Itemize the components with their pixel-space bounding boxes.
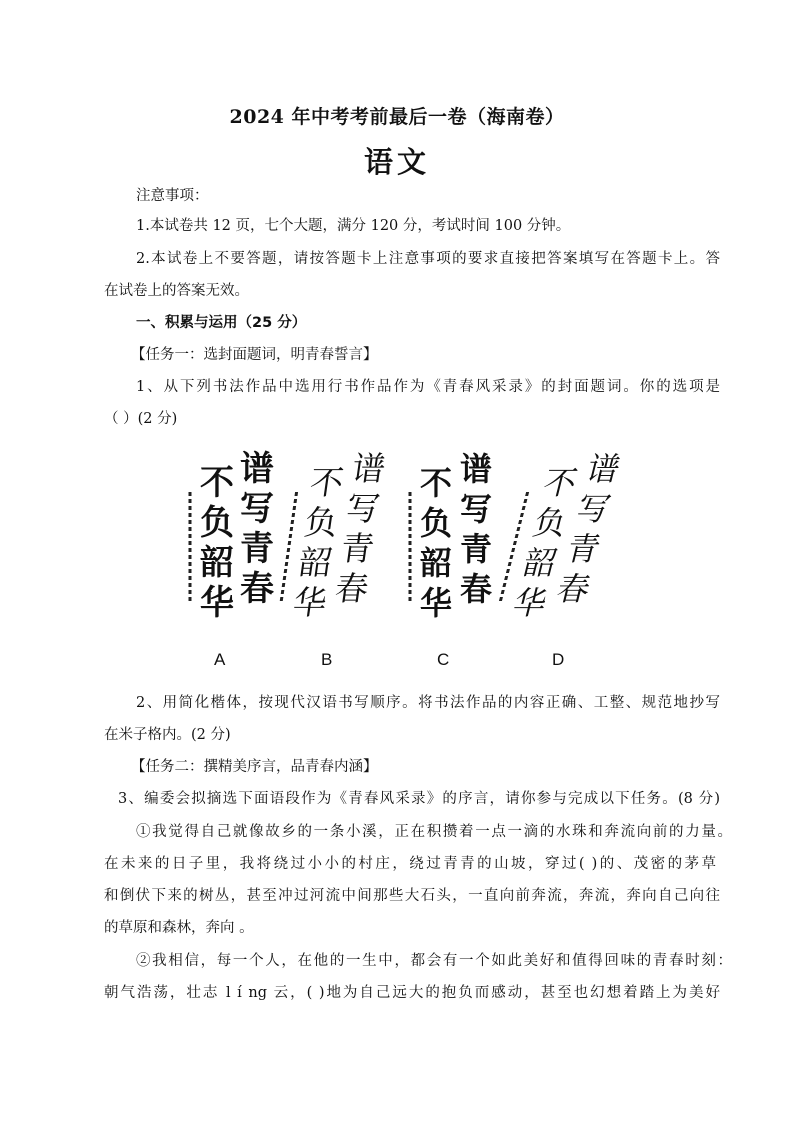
paragraph-1-line-3: 和倒伏下来的树丛，甚至冲过河流中间那些大石头，一直向前奔流，奔流，奔向自己向往 [104,888,720,904]
task-1-title: 【任务一：选封面题词，明青春誓言】 [131,347,378,363]
calligraphy-glyph: 写 [343,489,383,528]
calligraphy-glyph: 韶 [519,544,561,582]
option-label-b: B [321,650,333,669]
question-1-line-2: （ ）(2 分) [104,411,178,427]
paragraph-1-line-4: 的草原和森林，奔向 。 [104,920,254,936]
calligraphy-glyph: 负 [200,503,234,543]
paragraph-2-line-1: ②我相信，每一个人，在他的一生中，都会有一个如此美好和值得回味的青春时刻： [136,953,732,969]
calligraphy-glyph: 写 [460,490,493,528]
option-label-c: C [437,650,450,669]
section-1-heading: 一、积累与运用（25 分） [136,315,307,331]
calligraphy-glyph: 负 [420,504,453,542]
calligraphy-glyph: 不 [420,464,453,502]
calligraphy-glyph: 写 [240,489,274,529]
question-1-line-1: 1、从下列书法作品中选用行书作品作为《青春风采录》的封面题词。你的选项是 [136,379,720,395]
question-2-line-1: 2、用简化楷体，按现代汉语书写顺序。将书法作品的内容正确、工整、规范地抄写 [136,695,720,711]
task-2-title: 【任务二：撰精美序言，品青春内涵】 [131,759,378,775]
question-3-line-1: 3、编委会拟摘选下面语段作为《青春风采录》的序言，请你参与完成以下任务。(8 分) [118,791,720,807]
calligraphy-glyph: 华 [420,584,453,622]
calligraphy-glyph: 谱 [349,449,388,488]
calligraphy-glyph: 韶 [420,544,453,582]
calligraphy-panel-b [278,449,388,622]
calligraphy-glyph: 韶 [296,543,335,582]
calligraphy-glyph: 青 [562,530,605,568]
paragraph-1-line-2: 在未来的日子里，我将绕过小小的村庄，绕过青青的山坡，穿过( )的、茂密的茅草 [104,856,716,872]
calligraphy-glyph: 华 [290,583,330,622]
calligraphy-glyph: 不 [200,463,234,503]
calligraphy-glyph: 谱 [460,450,493,488]
calligraphy-panel-a [190,449,274,623]
calligraphy-glyph: 华 [509,584,551,622]
paragraph-1-line-1: ①我觉得自己就像故乡的一条小溪，正在积攒着一点一滴的水珠和奔流向前的力量。 [136,824,732,840]
calligraphy-glyph: 青 [240,529,274,569]
calligraphy-panel-c [410,450,492,622]
subject-title: 语文 [363,145,430,179]
calligraphy-glyph: 春 [332,569,372,608]
signature-column [281,492,296,602]
notice-item-2-line-1: 2.本试卷上不要答题，请按答题卡上注意事项的要求直接把答案填写在答题卡上。答 [136,251,720,267]
notice-heading: 注意事项： [136,188,209,204]
calligraphy-panel-d [495,450,624,621]
calligraphy-glyph: 华 [200,583,234,623]
calligraphy-glyph: 春 [460,570,493,608]
calligraphy-glyph: 不 [307,463,347,502]
calligraphy-glyph: 青 [460,530,493,568]
calligraphy-glyph: 写 [572,490,615,528]
calligraphy-glyph: 负 [301,503,341,542]
paragraph-2-line-2: 朝气浩荡，壮志 l í ng 云，( )地为自己远大的抱负而感动，甚至也幻想着踏上为美好 [104,985,720,1001]
option-label-d: D [552,650,565,669]
calligraphy-glyph: 谱 [582,450,625,488]
calligraphy-glyph: 不 [539,464,581,502]
question-2-line-2: 在米子格内。(2 分) [104,727,231,743]
notice-item-1: 1.本试卷共 12 页，七个大题，满分 120 分，考试时间 100 分钟。 [136,218,571,234]
calligraphy-glyph: 青 [338,529,377,568]
option-label-a: A [214,650,226,669]
exam-title: 2024 年中考考前最后一卷（海南卷） [229,106,565,128]
calligraphy-glyph: 春 [240,569,274,609]
calligraphy-glyph: 韶 [200,543,234,583]
notice-item-2-line-2: 在试卷上的答案无效。 [104,283,249,299]
calligraphy-glyph: 春 [552,570,595,608]
calligraphy-options-image [170,449,625,642]
calligraphy-glyph: 负 [529,504,571,542]
calligraphy-glyph: 谱 [240,449,274,489]
